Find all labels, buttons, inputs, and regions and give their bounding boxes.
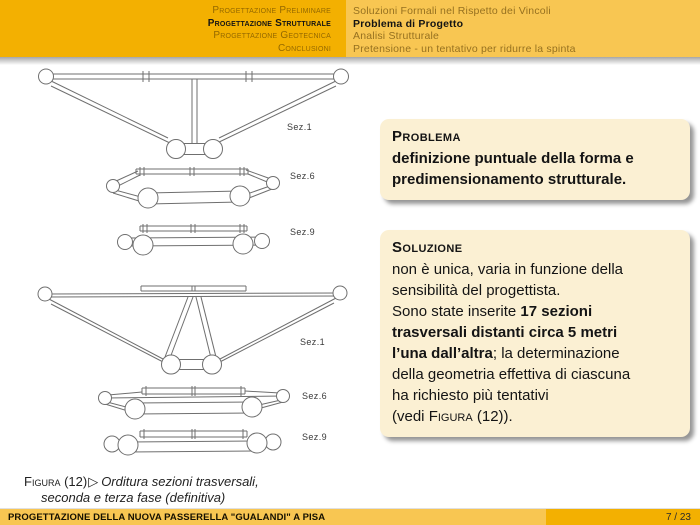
solution-box	[380, 230, 690, 437]
figure-caption: Figura (12)▷ Orditura sezioni trasversali, seconda e terza fase (definitiva)	[24, 474, 259, 505]
header-navigation	[0, 0, 700, 57]
nav-section-preliminare[interactable]: Progettazione Preliminare	[212, 5, 331, 16]
footer-left-segment	[0, 509, 546, 525]
section-label: Sez.6	[302, 391, 328, 401]
nav-subsections	[346, 0, 700, 57]
section-label: Sez.1	[300, 337, 326, 347]
section-drawing-sez6-group2	[93, 384, 303, 422]
footer-bar	[0, 508, 700, 525]
problem-box	[380, 119, 690, 200]
section-label: Sez.1	[287, 122, 313, 132]
problem-box-title: Problema	[392, 128, 461, 145]
figure-caption-name: Figura	[24, 474, 61, 489]
nav-section-strutturale[interactable]: Progettazione Strutturale	[207, 17, 331, 29]
nav-subsection-soluzioni-formali[interactable]: Soluzioni Formali nel Rispetto dei Vincoli	[353, 5, 551, 17]
problem-box-body: definizione puntuale della forma e predimensionamento strutturale.	[392, 150, 634, 188]
footer-right-segment	[546, 509, 700, 525]
section-drawing-sez1-group2	[30, 279, 352, 379]
nav-section-geotecnica[interactable]: Progettazione Geotecnica	[213, 30, 331, 41]
page-number: 7 / 23	[665, 511, 691, 523]
nav-subsection-problema[interactable]: Problema di Progetto	[353, 17, 464, 30]
triangle-marker-icon: ▷	[88, 474, 99, 489]
section-drawing-sez9-group1	[105, 220, 285, 256]
section-drawing-sez1-group1	[30, 64, 352, 160]
section-label: Sez.9	[290, 227, 316, 237]
footer-title: PROGETTAZIONE DELLA NUOVA PASSERELLA "GUALANDI" A PISA	[8, 511, 326, 523]
section-label: Sez.6	[290, 171, 316, 181]
nav-sections	[0, 0, 346, 57]
solution-box-body: non è unica, varia in funzione della sensibilità del progettista. Sono state inserite 17 sezioni trasversali distanti circa 5 metri l’una dall’altra; la determinazione della geometria effettiva di ciascuna ha richiesto più tentativi (vedi Figura (12)).	[392, 261, 631, 425]
nav-subsection-analisi[interactable]: Analisi Strutturale	[353, 30, 440, 42]
nav-section-conclusioni[interactable]: Conclusioni	[278, 42, 331, 54]
section-drawing-sez9-group2	[98, 427, 293, 459]
solution-box-title: Soluzione	[392, 239, 463, 256]
section-label: Sez.9	[302, 432, 328, 442]
nav-subsection-pretensione[interactable]: Pretensione - un tentativo per ridurre la spinta	[353, 42, 576, 55]
section-drawing-sez6-group1	[95, 166, 295, 214]
